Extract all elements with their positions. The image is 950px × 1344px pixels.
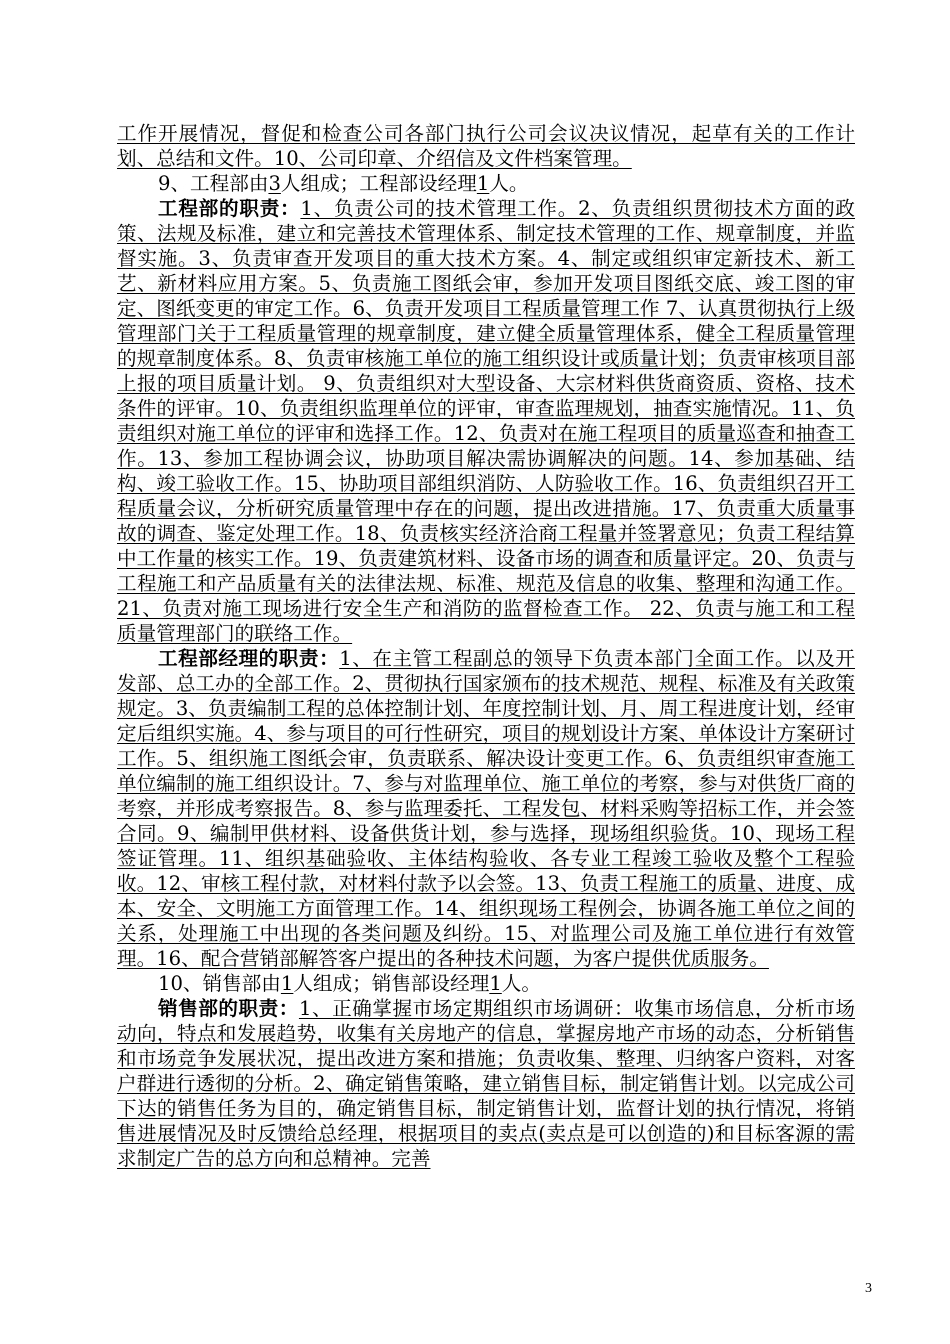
- sales-staffing-suffix: 人。: [501, 972, 541, 995]
- engineering-manager-duties-heading: 工程部经理的职责：: [158, 647, 340, 670]
- page-number: 3: [865, 1281, 872, 1296]
- sales-staff-count: 1: [280, 972, 294, 995]
- office-duties-text: 工作开展情况，督促和检查公司各部门执行公司会议决议情况，起草有关的工作计划、总结和文件。10、公司印章、介绍信及文件档案管理。: [117, 122, 855, 170]
- engineering-staffing-prefix: 9、工程部由: [158, 172, 269, 195]
- engineering-duties-text: 1、负责公司的技术管理工作。2、负责组织贯彻技术方面的政策、法规及标准，建立和完善技术管理体系、制定技术管理的工作、规章制度，并监督实施。3、负责审查开发项目的重大技术方案。4、制定或组织审定新技术、新工艺、新材料应用方案。5、负责施工图纸会审，参加开发项目图纸交底、竣工图的审定、图纸变更的审定工作。6、负责开发项目工程质量管理工作 7、认真贯彻执行上级管理部门关于工程质量管理的规章制度，建立健全质量管理体系，健全工程质量管理的规章制度体系。8、负责审核施工单位的施工组织设计或质量计划；负责审核项目部上报的项目质量计划。 9、负责组织对大型设备、大宗材料供货商资质、资格、技术条件的评审。10、负责组织监理单位的评审，审查监理规划，抽查实施情况。11、负责组织对施工单位的评审和选择工作。12、负责对在施工程项目的质量巡查和抽查工作。13、参加工程协调会议，协助项目解决需协调解决的问题。14、参加基础、结构、竣工验收工作。15、协助项目部组织消防、人防验收工作。16、负责组织召开工程质量会议，分析研究质量管理中存在的问题，提出改进措施。17、负责重大质量事故的调查、鉴定处理工作。18、负责核实经济洽商工程量并签署意见；负责工程结算中工作量的核实工作。19、负责建筑材料、设备市场的调查和质量评定。20、负责与工程施工和产品质量有关的法律法规、标准、规范及信息的收集、整理和沟通工作。21、负责对施工现场进行安全生产和消防的监督检查工作。 22、负责与施工和工程质量管理部门的联络工作。: [117, 197, 856, 645]
- sales-duties-heading: 销售部的职责：: [158, 997, 299, 1020]
- document-body: [117, 121, 855, 1171]
- engineering-manager-count: 1: [476, 172, 490, 195]
- sales-duties-text: 1、正确掌握市场定期组织市场调研：收集市场信息，分析市场动向，特点和发展趋势，收集有关房地产的信息，掌握房地产市场的动态，分析销售和市场竞争发展状况，提出改进方案和措施；负责收集、整理、归纳客户资料，对客户群进行透彻的分析。2、确定销售策略，建立销售目标，制定销售计划。以完成公司下达的销售任务为目的，确定销售目标，制定销售计划，监督计划的执行情况，将销售进展情况及时反馈给总经理，根据项目的卖点(卖点是可以创造的)和目标客源的需求制定广告的总方向和总精神。完善: [117, 997, 856, 1170]
- sales-manager-count: 1: [489, 972, 502, 995]
- paragraph-sales-duties: [117, 996, 855, 1171]
- paragraph-engineering-staffing: [117, 171, 855, 196]
- paragraph-engineering-duties: [117, 196, 855, 646]
- engineering-staff-count: 3: [268, 172, 281, 195]
- engineering-staffing-middle: 人组成；工程部设经理: [280, 172, 477, 195]
- engineering-manager-duties-text: 1、在主管工程副总的领导下负责本部门全面工作。以及开发部、总工办的全部工作。2、贯彻执行国家颁布的技术规范、规程、标准及有关政策规定。3、负责编制工程的总体控制计划、年度控制计划、月、周工程进度计划，经审定后组织实施。4、参与项目的可行性研究，项目的规划设计方案、单体设计方案研讨工作。5、组织施工图纸会审，负责联系、解决设计变更工作。6、负责组织审查施工单位编制的施工组织设计。7、参与对监理单位、施工单位的考察，参与对供货厂商的考察，并形成考察报告。8、参与监理委托、工程发包、材料采购等招标工作，并会签合同。9、编制甲供材料、设备供货计划，参与选择，现场组织验货。10、现场工程签证管理。11、组织基础验收、主体结构验收、各专业工程竣工验收及整个工程验收。12、审核工程付款，对材料付款予以会签。13、负责工程施工的质量、进度、成本、安全、文明施工方面管理工作。14、组织现场工程例会，协调各施工单位之间的关系，处理施工中出现的各类问题及纠纷。15、对监理公司及施工单位进行有效管理。16、配合营销部解答客户提出的各种技术问题，为客户提供优质服务。: [117, 647, 856, 970]
- sales-staffing-prefix: 10、销售部由: [158, 972, 281, 995]
- paragraph-office-duties-continued: [117, 121, 855, 171]
- engineering-staffing-suffix: 人。: [489, 172, 529, 195]
- paragraph-sales-staffing: [117, 971, 855, 996]
- paragraph-engineering-manager-duties: [117, 646, 855, 971]
- engineering-duties-heading: 工程部的职责：: [158, 197, 301, 220]
- sales-staffing-middle: 人组成；销售部设经理: [293, 972, 490, 995]
